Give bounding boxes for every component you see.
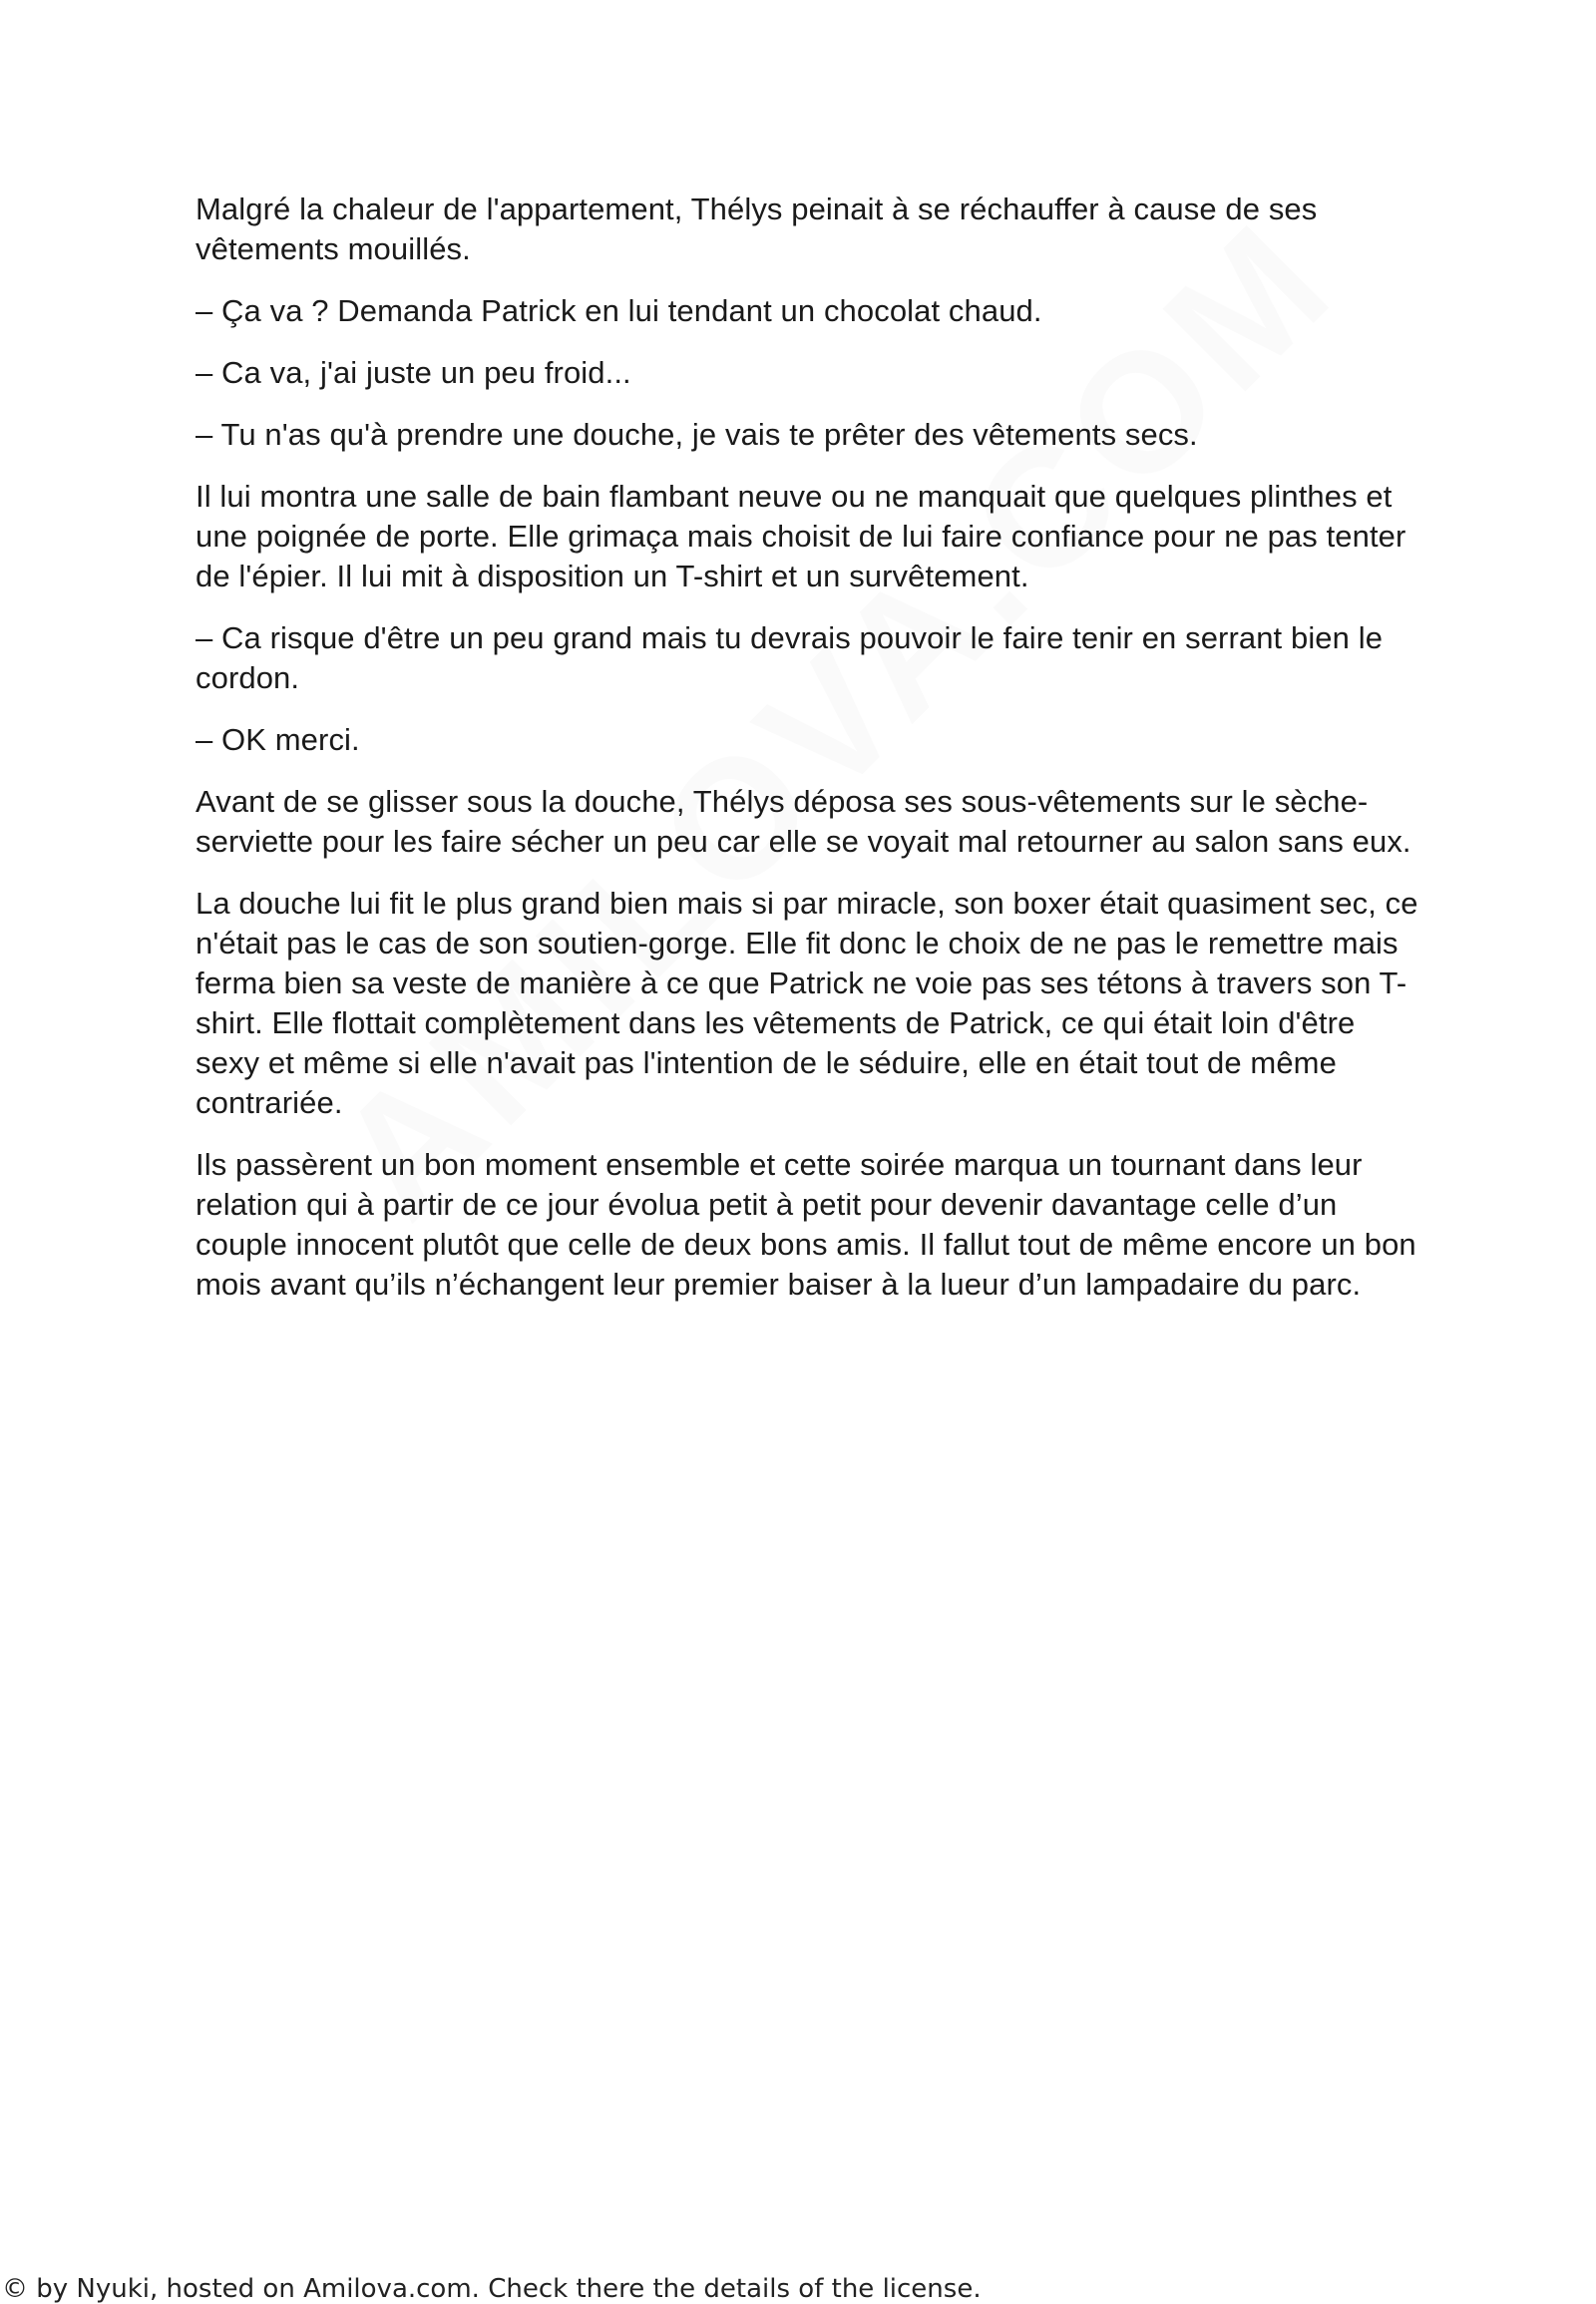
- dialogue-line: – Ça va ? Demanda Patrick en lui tendant un chocolat chaud.: [196, 293, 1042, 328]
- dialogue-line: – Tu n'as qu'à prendre une douche, je vais te prêter des vêtements secs.: [196, 417, 1198, 452]
- dialogue-line: – Ca va, j'ai juste un peu froid...: [196, 355, 631, 390]
- paragraph: Avant de se glisser sous la douche, Thélys déposa ses sous-vêtements sur le sèche-serviette pour les faire sécher un peu car elle se voyait mal retourner au salon sans eux.: [196, 784, 1411, 859]
- dialogue-line: – Ca risque d'être un peu grand mais tu devrais pouvoir le faire tenir en serrant bien le cordon.: [196, 620, 1384, 695]
- paragraph: Ils passèrent un bon moment ensemble et cette soirée marqua un tournant dans leur relation qui à partir de ce jour évolua petit à petit pour devenir davantage celle d’un couple innocent plutôt que celle de deux bons amis. Il fallut tout de même encore un bon mois avant qu’ils n’échangent leur premier baiser à la lueur d’un lampadaire du parc.: [196, 1147, 1416, 1302]
- paragraph: La douche lui fit le plus grand bien mais si par miracle, son boxer était quasiment sec, ce n'était pas le cas de son soutien-gorge. Elle fit donc le choix de ne pas le remettre mais ferma bien sa veste de manière à ce que Patrick ne voie pas ses tétons à travers son T-shirt. Elle flottait complètement dans les vêtements de Patrick, ce qui était loin d'être sexy et même si elle n'avait pas l'intention de le séduire, elle en était tout de même contrariée.: [196, 886, 1418, 1120]
- paragraph: Il lui montra une salle de bain flambant neuve ou ne manquait que quelques plinthes et une poignée de porte. Elle grimaça mais choisit de lui faire confiance pour ne pas tenter de l'épier. Il lui mit à disposition un T-shirt et un survêtement.: [196, 479, 1406, 593]
- license-footer: © by Nyuki, hosted on Amilova.com. Check there the details of the license.: [2, 2274, 982, 2304]
- story-text: [196, 190, 1422, 1327]
- dialogue-line: – OK merci.: [196, 722, 360, 757]
- paragraph: Malgré la chaleur de l'appartement, Thélys peinait à se réchauffer à cause de ses vêtements mouillés.: [196, 192, 1318, 266]
